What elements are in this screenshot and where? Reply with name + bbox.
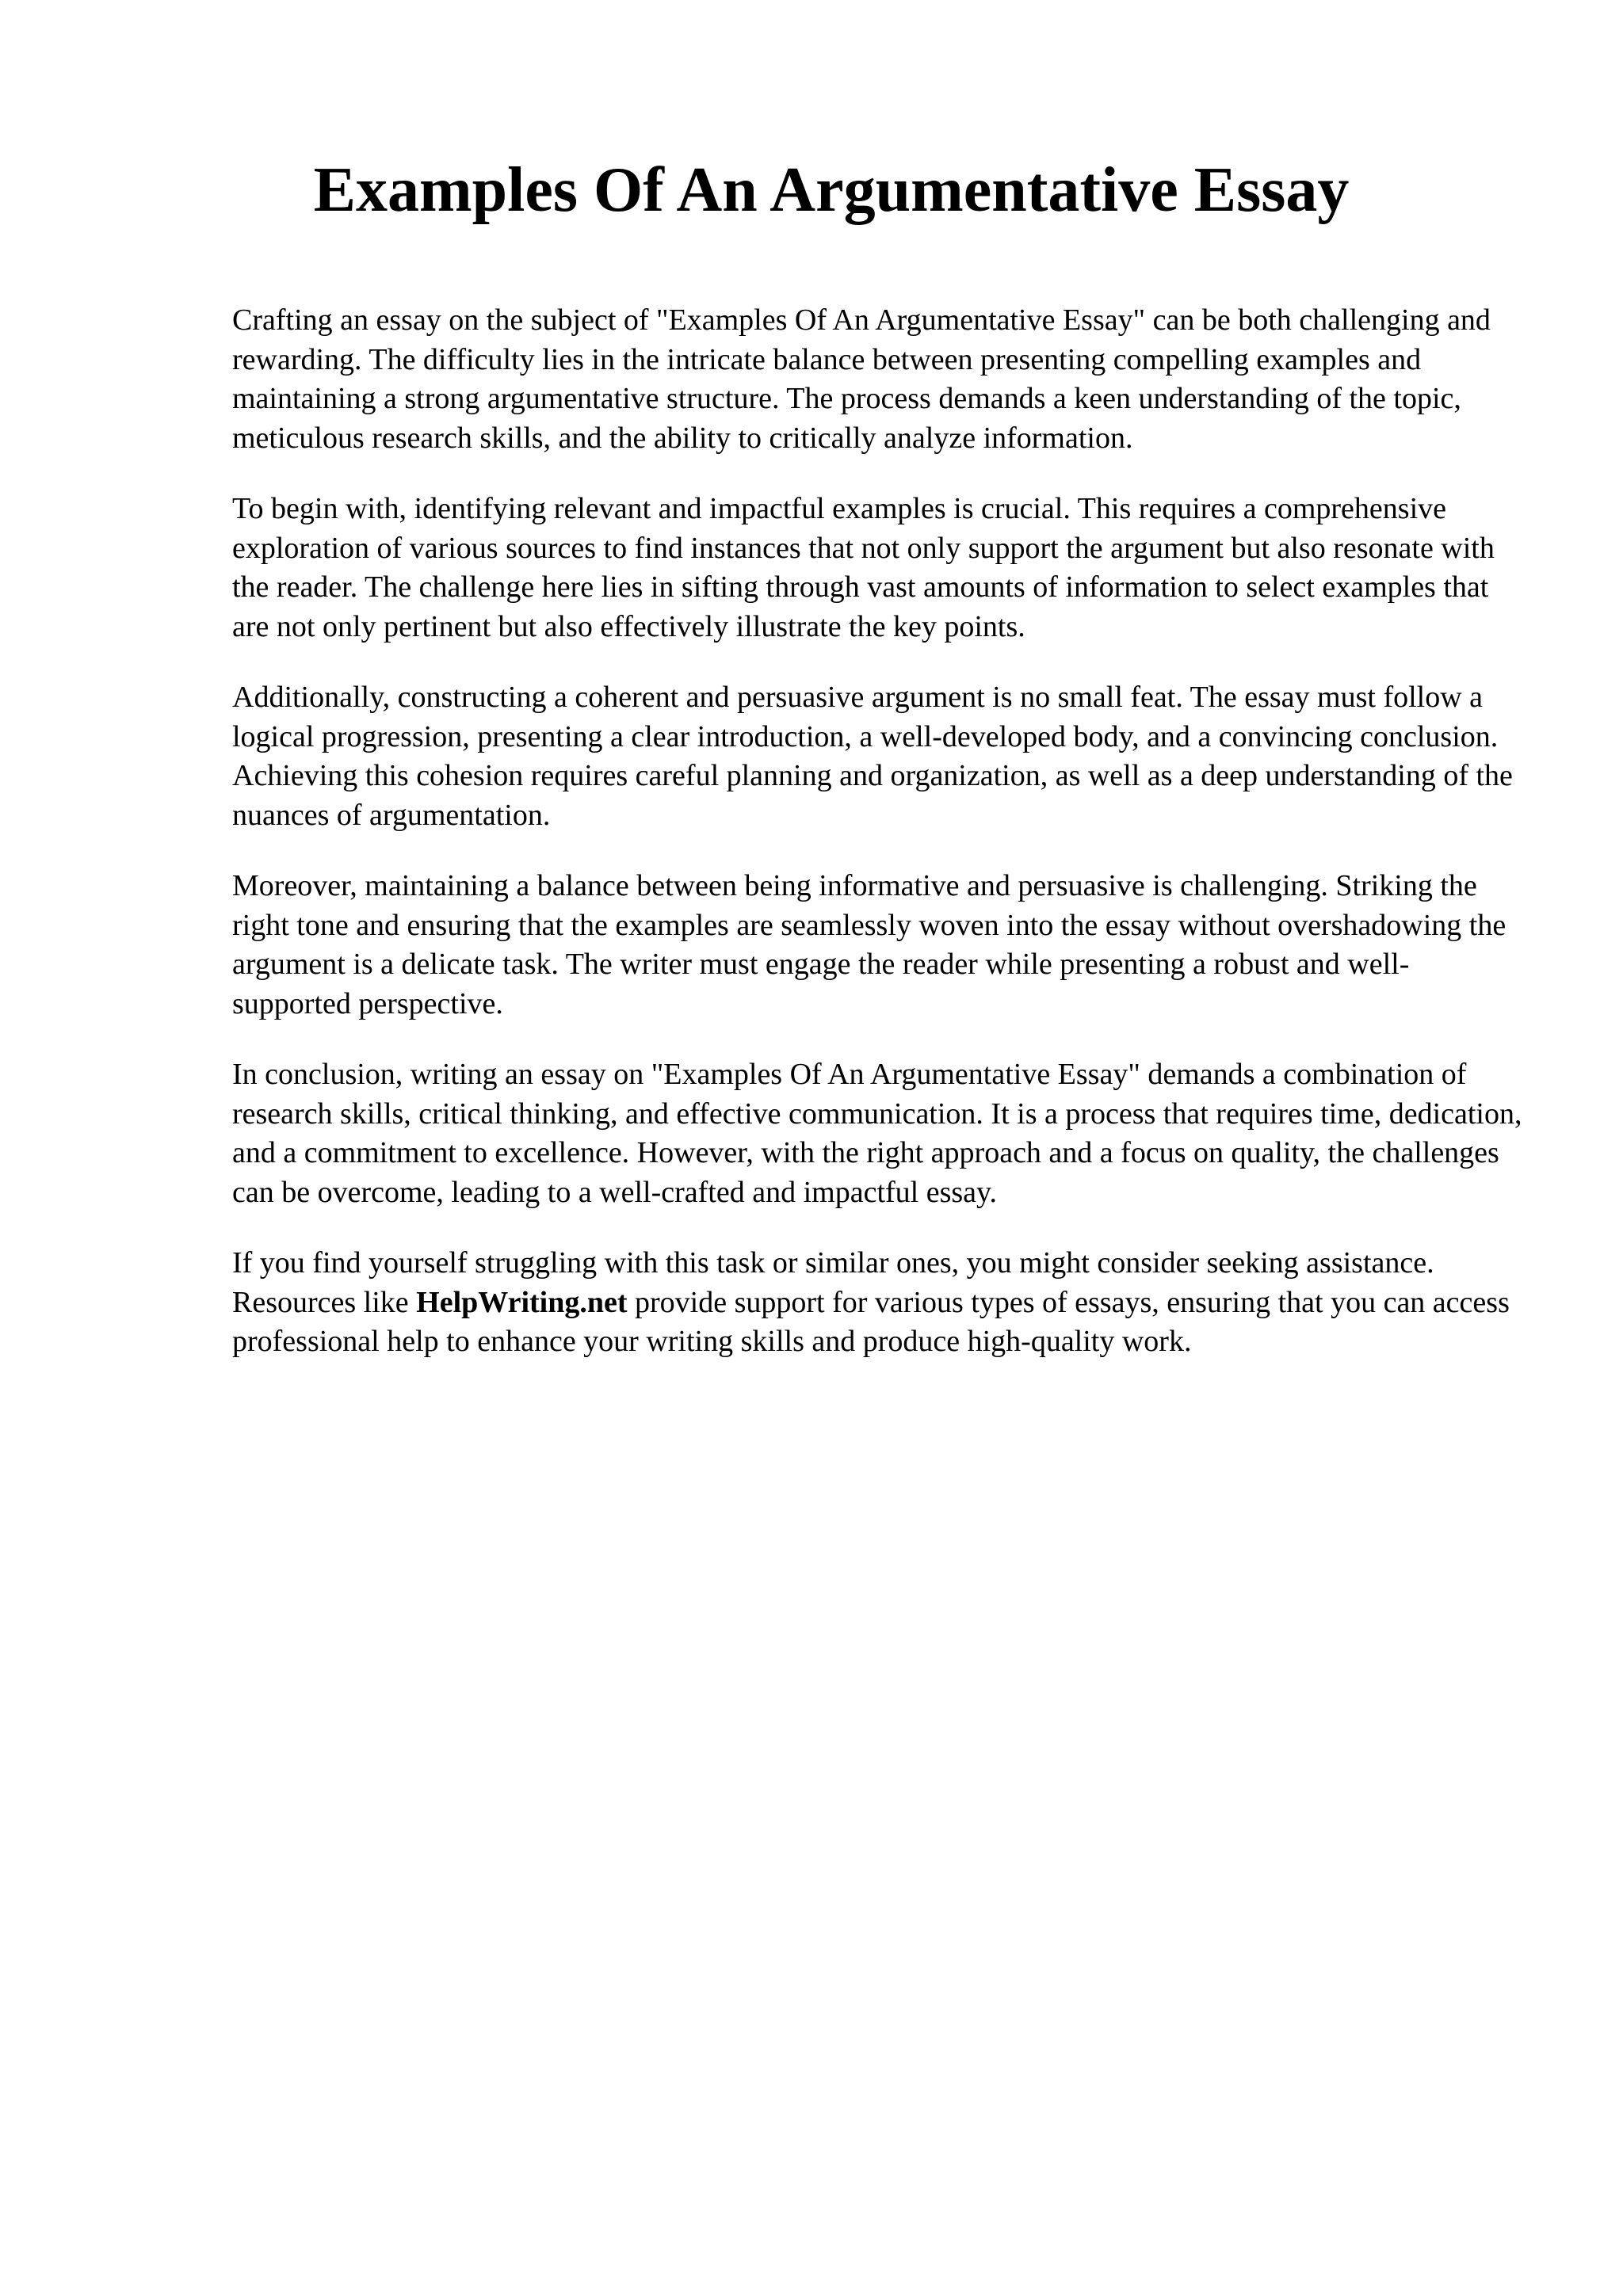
helpwriting-brand: HelpWriting.net (416, 1285, 628, 1319)
paragraph-3: Additionally, constructing a coherent and persuasive argument is no small feat. The essay must follow a logical progression, presenting a clear introduction, a well-developed body, and a convincing conclusion. Achieving this cohesion requires careful planning and organization, as well as a deep understanding of the nuances of argumentation. (232, 681, 1513, 832)
closing-paragraph (232, 1244, 1524, 1362)
document-title: Examples Of An Argumentative Essay (313, 155, 1350, 225)
document-body (232, 301, 1524, 1394)
paragraph-5: In conclusion, writing an essay on "Examples Of An Argumentative Essay" demands a combination of research skills, critical thinking, and effective communication. It is a process that requires time, dedication, and a commitment to excellence. However, with the right approach and a focus on quality, the challenges can be overcome, leading to a well-crafted and impactful essay. (232, 1058, 1522, 1209)
closing-text-after: provide support for various types of essays, ensuring that you can access professional help to enhance your writing skills and produce high-quality work. (232, 1285, 1510, 1358)
paragraph-2: To begin with, identifying relevant and impactful examples is crucial. This requires a comprehensive exploration of various sources to find instances that not only support the argument but also resonate with the reader. The challenge here lies in sifting through vast amounts of information to select examples that are not only pertinent but also effectively illustrate the key points. (232, 492, 1495, 643)
closing-text-before: If you find yourself struggling with this task or similar ones, you might consider seeking assistance. Resources like (232, 1246, 1434, 1319)
paragraph-1: Crafting an essay on the subject of "Examples Of An Argumentative Essay" can be both challenging and rewarding. The difficulty lies in the intricate balance between presenting compelling examples and maintaining a strong argumentative structure. The process demands a keen understanding of the topic, meticulous research skills, and the ability to critically analyze information. (232, 303, 1491, 455)
paragraph-4: Moreover, maintaining a balance between being informative and persuasive is challenging. Striking the right tone and ensuring that the examples are seamlessly woven into the essay without overshadowing the argument is a delicate task. The writer must engage the reader while presenting a robust and well-supported perspective. (232, 869, 1507, 1020)
